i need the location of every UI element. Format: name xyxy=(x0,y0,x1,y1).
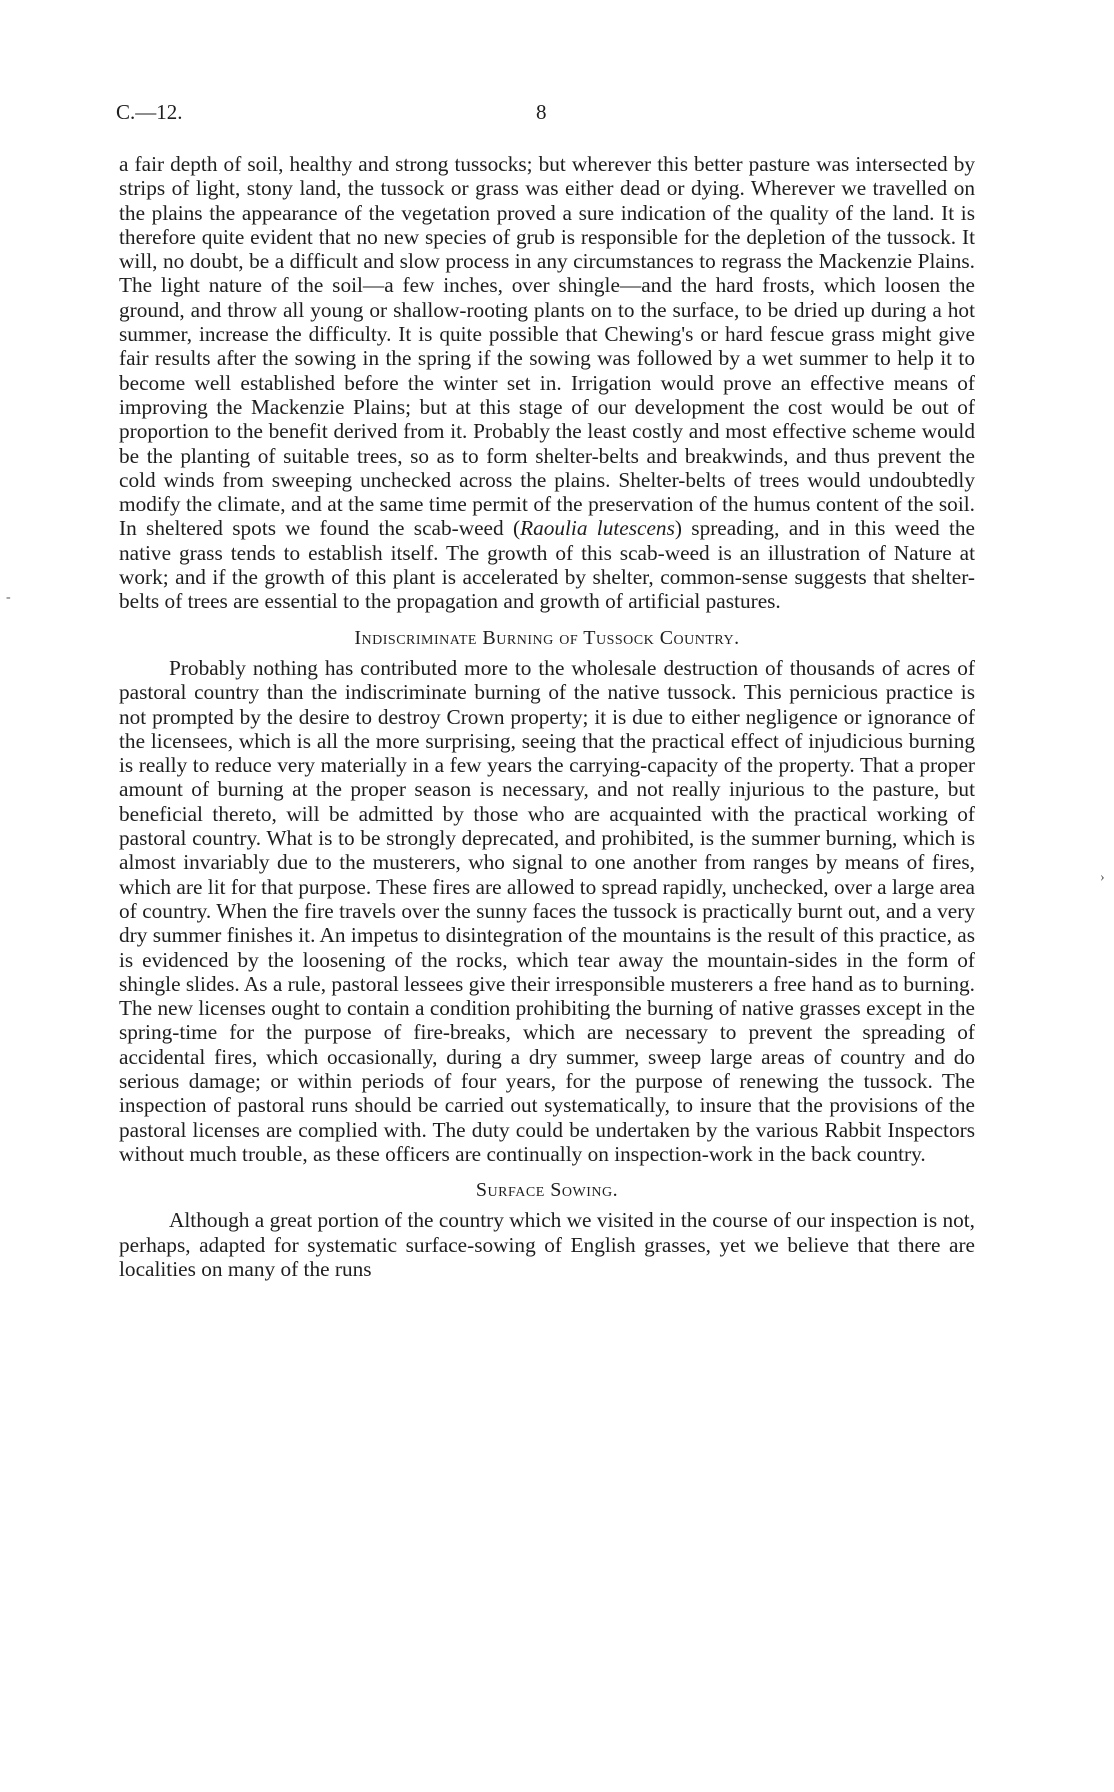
paragraph-text: a fair depth of soil, healthy and strong tussocks; but wherever this better pasture was intersected by strips of light, stony land, the tussock or grass was either dead or dying. Wherever we travelled on the plains the appearance of the vegetation proved a sure indication of the quality of the land. It is therefore quite evident that no new species of grub is responsible for the depletion of the tussock. It will, no doubt, be a difficult and slow process in any circumstances to regrass the Mackenzie Plains. The light nature of the soil—a few inches, over shingle—and the hard frosts, which loosen the ground, and throw all young or shallow-rooting plants on to the surface, to be dried up during a hot summer, increase the difficulty. It is quite possible that Chewing's or hard fescue grass might give fair results after the sowing in the spring if the sowing was followed by a wet summer to help it to become well established before the winter set in. Irrigation would prove an effective means of improving the Mackenzie Plains; but at this stage of our development the cost would be out of proportion to the benefit derived from it. Probably the least costly and most effective scheme would be the planting of suitable trees, so as to form shelter-belts and breakwinds, and thus prevent the cold winds from sweeping unchecked across the plains. Shelter-belts of trees would undoubtedly modify the climate, and at the same time permit of the preservation of the humus content of the soil. In sheltered spots we found the scab-weed ( xyxy=(119,152,975,541)
scan-mark-right: › xyxy=(1100,870,1105,885)
document-reference: C.—12. xyxy=(116,100,183,124)
paragraph-soil-and-shelter xyxy=(119,152,975,614)
species-name: Raoulia lutescens xyxy=(520,516,675,541)
paragraph-burning: Probably nothing has contributed more to the wholesale destruction of thousands of acres of pastoral country than the indiscriminate burning of the native tussock. This pernicious practice is not prompted by the desire to destroy Crown property; it is due to either negligence or ignorance of the licensees, which is all the more surprising, seeing that the practical effect of injudicious burning is really to reduce very materially in a few years the carrying-capacity of the property. That a proper amount of burning at the proper season is necessary, and not really injurious to the pasture, but beneficial thereto, will be admitted by those who are acquainted with the practical working of pastoral country. What is to be strongly deprecated, and prohibited, is the summer burning, which is almost invariably due to the musterers, who signal to one another from ranges by means of fires, which are lit for that purpose. These fires are allowed to spread rapidly, unchecked, over a large area of country. When the fire travels over the sunny faces the tussock is practically burnt out, and a very dry summer finishes it. An impetus to disintegration of the mountains is the result of this practice, as is evidenced by the loosening of the rocks, which tear away the mountain-sides in the form of shingle slides. As a rule, pastoral lessees give their irresponsible musterers a free hand as to burning. The new licenses ought to contain a condition prohibiting the burning of native grasses except in the spring-time for the purpose of fire-breaks, which are necessary to prevent the spreading of accidental fires, which occasionally, during a dry summer, sweep large areas of country and do serious damage; or within periods of four years, for the purpose of renewing the tussock. The inspection of pastoral runs should be carried out systematically, to insure that the provisions of the pastoral licenses are complied with. The duty could be undertaken by the various Rabbit Inspectors without much trouble, as these officers are continually on inspection-work in the back country. xyxy=(119,655,975,1166)
page-header xyxy=(116,100,976,130)
paragraph-surface-sowing: Although a great portion of the country which we visited in the course of our inspection is not, perhaps, adapted for systematic surface-sowing of English grasses, yet we believe that there are localities on many of the runs xyxy=(119,1208,975,1282)
section-heading-burning: Indiscriminate Burning of Tussock Country. xyxy=(354,626,740,649)
section-heading-surface-sowing: Surface Sowing. xyxy=(475,1179,619,1202)
scan-mark-left: ‑ xyxy=(6,590,11,605)
body-text xyxy=(119,152,975,1281)
paragraph-text-continued: ) spreading, and in this weed the native grass tends to establish itself. The growth of this scab-weed is an illustration of Nature at work; and if the growth of this plant is accelerated by shelter, common-sense suggests that shelter-belts of trees are essential to the propagation and growth of artificial pastures. xyxy=(119,516,975,614)
page-number: 8 xyxy=(536,100,547,124)
